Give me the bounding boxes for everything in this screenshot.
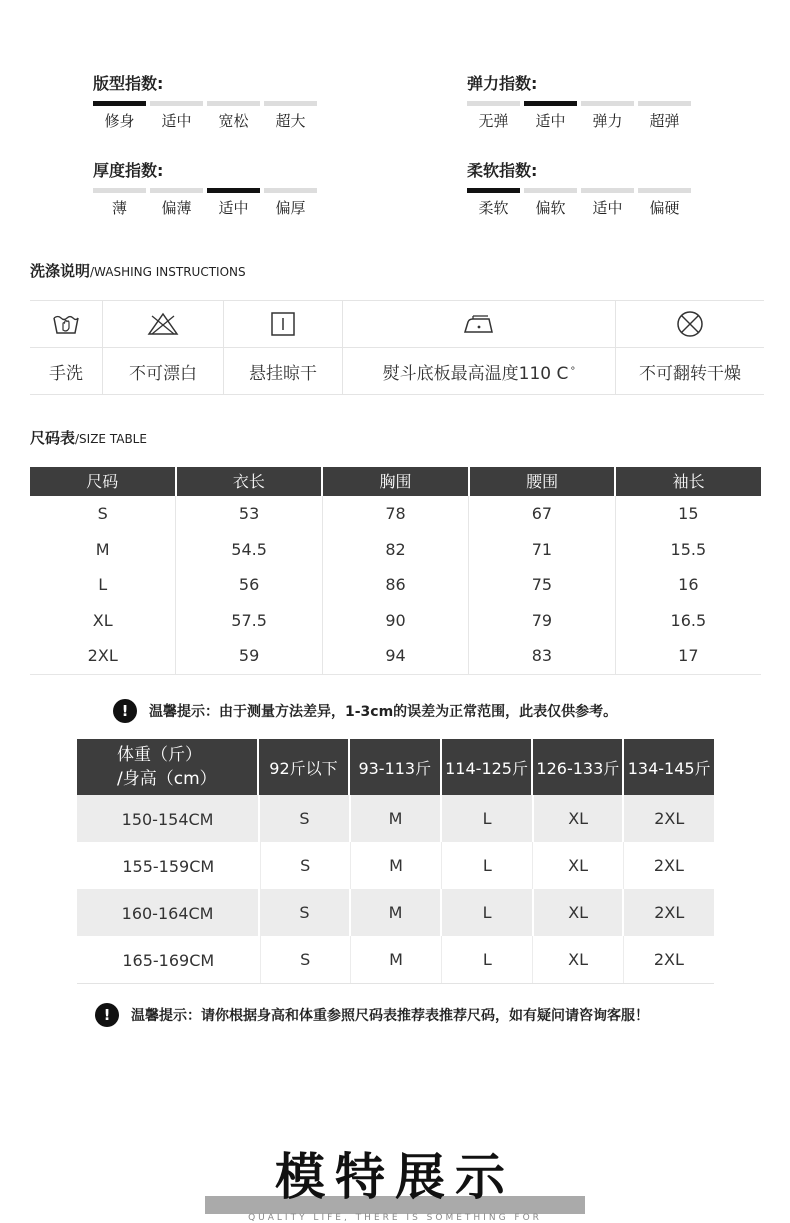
table-cell: M [30,532,176,568]
index-label: 薄 [111,199,127,217]
size-advice-note [95,1003,649,1027]
index-label: 弹力 [592,112,623,130]
index-bar [150,188,203,193]
table-cell: L [442,842,533,889]
elasticity-index [467,72,697,131]
index-bar [93,188,146,193]
table-row [30,567,761,603]
index-bar [524,101,577,106]
table-cell: 2XL [654,903,685,922]
table-cell: XL [30,603,176,639]
size-table-header [30,467,761,496]
index-bar [207,188,260,193]
table-cell: M [351,889,443,936]
wash-label: 不可翻转干燥 [639,363,741,384]
table-row [30,496,761,532]
table-cell: M [351,842,442,889]
table-cell: 15 [678,504,699,523]
table-cell: 16.5 [670,610,707,630]
table-cell: 90 [323,603,469,639]
index-label: 无弹 [478,112,509,130]
elasticity-index-title: 弹力指数: [467,74,538,93]
index-bar [467,101,520,106]
washing-title-cn: 洗涤说明 [30,262,91,280]
hand-wash-icon [30,301,102,348]
table-cell: 2XL [653,856,684,875]
measurement-note [113,699,617,723]
table-cell: 82 [323,532,469,568]
table-cell: 86 [323,567,469,603]
table-cell: 15.5 [670,539,707,559]
wash-label: 不可漂白 [129,363,197,384]
recommend-height-cell: 150-154CM [77,795,260,842]
washing-title-en: /WASHING INSTRUCTIONS [90,265,246,279]
recommend-header-corner [77,739,259,795]
index-label: 适中 [161,112,192,130]
table-cell: L [442,795,534,842]
index-label: 偏薄 [161,199,192,217]
iron-label-text: 熨斗底板最高温度110 C [382,363,569,384]
table-cell: S [261,936,351,983]
table-cell: 94 [323,638,469,674]
table-row [77,842,714,889]
wash-cell-hand-wash [30,301,103,394]
size-table-header-cell: 尺码 [30,467,177,496]
no-bleach-icon [103,301,223,348]
index-label: 超大 [275,112,306,130]
index-label: 柔软 [478,199,509,217]
model-show-subtitle: QUALITY LIFE, THERE IS SOMETHING FOR [248,1213,542,1223]
index-bar [207,101,260,106]
table-cell: 2XL [654,809,685,828]
fit-index [93,72,323,131]
wash-label: 悬挂晾干 [249,363,317,384]
size-advice-note-text: 温馨提示：请你根据身高和体重参照尺码表推荐表推荐尺码，如有疑问请咨询客服！ [131,1008,649,1024]
recommend-height-cell: 155-159CM [77,842,261,889]
table-cell: S [261,842,351,889]
index-bar [264,188,317,193]
table-cell: M [351,795,443,842]
wash-cell-hang-dry [224,301,343,394]
index-label: 宽松 [218,112,249,130]
size-table [30,467,761,675]
table-cell: 17 [678,646,699,665]
index-label: 适中 [535,112,566,130]
thickness-index-title: 厚度指数: [93,161,164,180]
thickness-index [93,159,323,218]
table-cell: 53 [176,496,322,532]
alert-icon: ! [113,699,137,723]
size-table-title-cn: 尺码表 [30,429,76,447]
table-cell: M [351,936,442,983]
size-table-header-cell: 袖长 [672,472,705,491]
recommend-header-cell: 114-125斤 [442,739,534,795]
table-cell: 54.5 [176,532,322,568]
softness-index-title: 柔软指数: [467,161,538,180]
table-cell: S [260,795,351,842]
wash-cell-iron [343,301,616,394]
wash-label: 手洗 [49,363,83,384]
table-cell: 79 [469,603,615,639]
table-cell: S [30,496,176,532]
measurement-note-text: 温馨提示：由于测量方法差异，1-3cm的误差为正常范围，此表仅供参考。 [149,704,618,720]
model-show-title: 模特展示 [275,1147,515,1206]
recommend-header-cell: 92斤以下 [259,739,350,795]
index-label: 适中 [218,199,249,217]
table-cell: S [260,889,351,936]
table-cell: 56 [176,567,322,603]
index-bar [524,188,577,193]
table-cell: 71 [469,532,615,568]
index-bar [581,101,634,106]
table-row [77,795,714,842]
table-cell: 59 [176,638,322,674]
table-cell: 78 [323,496,469,532]
washing-title [30,260,246,281]
index-bar [93,101,146,106]
table-cell: 2XL [30,638,176,674]
table-cell: 2XL [653,950,684,969]
softness-index [467,159,697,218]
table-row [77,936,714,984]
table-cell: XL [533,936,623,983]
table-cell: 16 [678,575,699,594]
recommend-table-header [77,739,714,795]
alert-icon: ! [95,1003,119,1027]
wash-label [343,348,615,394]
recommend-height-cell: 165-169CM [77,936,261,983]
wash-cell-no-bleach [103,301,224,394]
table-row [30,532,761,568]
table-cell: 83 [469,638,615,674]
size-table-header-cell: 腰围 [470,467,617,496]
table-cell: L [442,936,533,983]
softness-index-bars [467,188,697,193]
table-cell: 75 [469,567,615,603]
table-cell: XL [533,842,623,889]
size-recommend-table [77,739,714,984]
table-cell: XL [534,889,625,936]
fit-index-bars [93,101,323,106]
recommend-header-cell: 134-145斤 [627,758,711,778]
thickness-index-bars [93,188,323,193]
size-table-header-cell: 胸围 [323,467,470,496]
table-cell: L [30,567,176,603]
index-bar [638,188,691,193]
recommend-header-height: /身高（cm） [117,769,217,789]
index-bar [467,188,520,193]
index-label: 适中 [592,199,623,217]
index-label: 修身 [104,112,135,130]
table-cell: 67 [469,496,615,532]
table-cell: XL [534,795,625,842]
wash-cell-no-tumble-dry [616,301,764,394]
table-row [30,603,761,639]
index-label: 超弹 [649,112,680,130]
recommend-header-cell: 126-133斤 [533,739,624,795]
index-bar [581,188,634,193]
recommend-header-cell: 93-113斤 [350,739,442,795]
table-cell: 57.5 [176,603,322,639]
table-row [30,638,761,674]
washing-table [30,300,764,395]
size-table-title-en: /SIZE TABLE [75,432,147,446]
index-label: 偏软 [535,199,566,217]
index-bar [150,101,203,106]
no-tumble-dry-icon [616,301,764,348]
iron-icon [343,301,615,348]
hang-dry-icon [224,301,342,348]
index-bar [264,101,317,106]
size-table-bottom-border [30,674,761,675]
table-cell: L [442,889,534,936]
recommend-header-weight: 体重（斤） [117,745,202,765]
elasticity-index-bars [467,101,697,106]
size-table-header-cell: 衣长 [177,467,324,496]
recommend-height-cell: 160-164CM [77,889,260,936]
degree-symbol: ° [570,365,576,377]
fit-index-title: 版型指数: [93,74,164,93]
table-row [77,889,714,936]
index-label: 偏厚 [275,199,306,217]
size-table-title [30,427,147,448]
index-bar [638,101,691,106]
index-label: 偏硬 [649,199,680,217]
